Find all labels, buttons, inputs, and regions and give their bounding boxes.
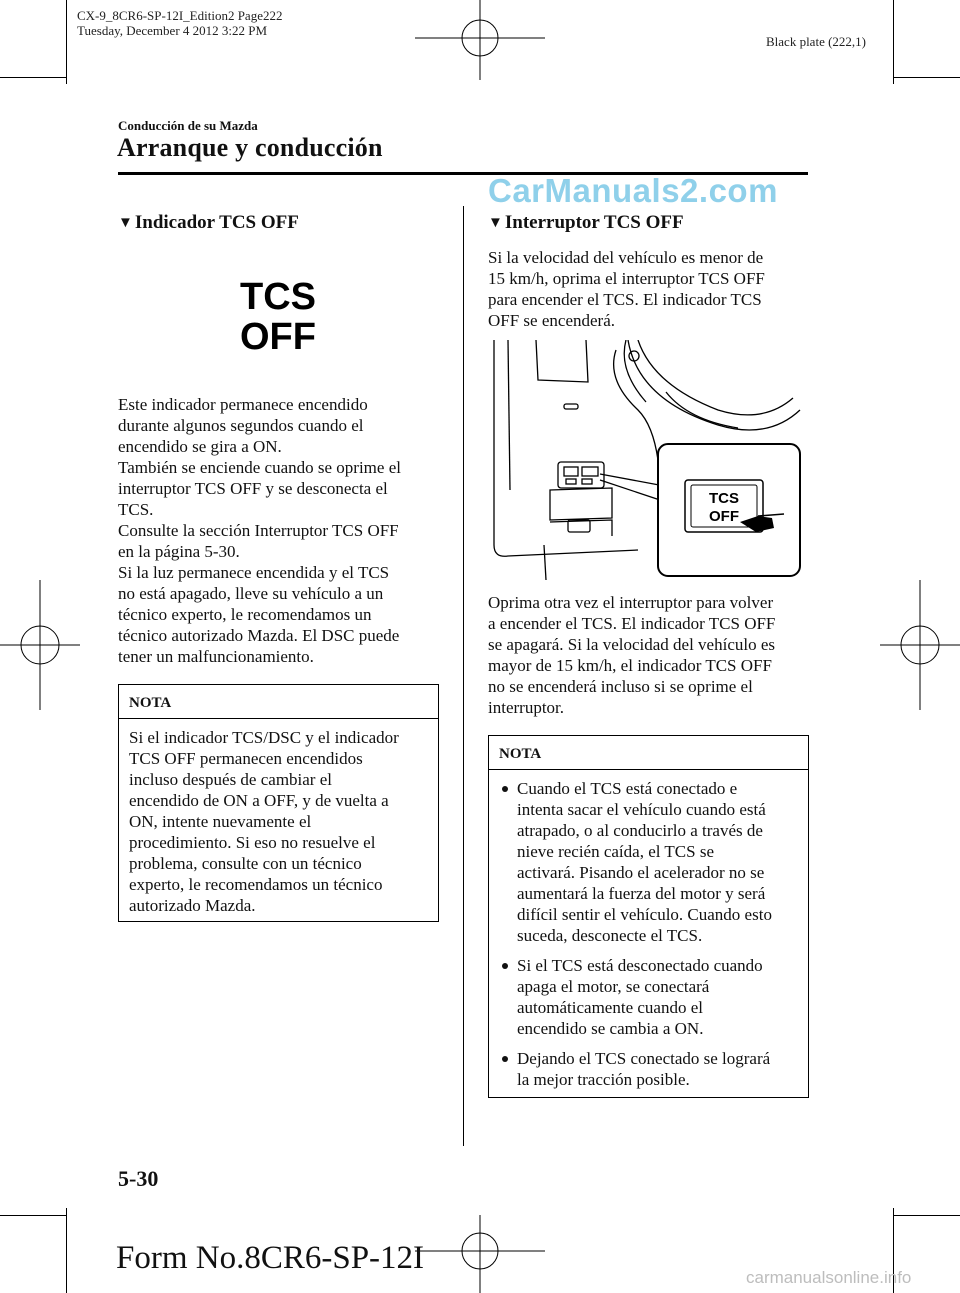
text-line: en la página 5-30. (118, 542, 240, 561)
form-number: Form No.8CR6-SP-12I (116, 1240, 425, 1276)
text-line: técnico experto, le recomendamos un (118, 605, 372, 624)
text-line: durante algunos segundos cuando el (118, 416, 364, 435)
text-line: automáticamente cuando el (517, 998, 703, 1017)
text-line: intenta sacar el vehículo cuando está (517, 800, 766, 819)
chapter-title: Arranque y conducción (117, 133, 383, 162)
note-bullet-list (499, 778, 798, 1090)
text-line: Si la velocidad del vehículo es menor de (488, 248, 764, 267)
text-line: a encender el TCS. El indicador TCS OFF (488, 614, 776, 633)
heading-tcs-off-indicator (118, 212, 299, 234)
text-line: TCS OFF permanecen encendidos (129, 749, 363, 768)
bullet-dot-icon (502, 1056, 508, 1062)
text-line: interruptor. (488, 698, 565, 717)
text-line: problema, consulte con un técnico (129, 854, 362, 873)
note-body (489, 770, 808, 1109)
text-line: técnico autorizado Mazda. El DSC puede (118, 626, 400, 645)
text-line: encendido de ON a OFF, y de vuelta a (129, 791, 389, 810)
text-line: difícil sentir el vehículo. Cuando esto (517, 905, 772, 924)
triangle-bullet-icon: ▼ (488, 214, 503, 231)
text-line: se apagará. Si la velocidad del vehículo es (488, 635, 775, 654)
print-meta (77, 8, 282, 38)
watermark: CarManuals2.com (488, 172, 778, 209)
icon-text-off: OFF (240, 316, 316, 356)
text-line: atrapado, o al conducirlo a través de (517, 821, 763, 840)
note-box-left (118, 684, 439, 922)
right-intro (488, 247, 818, 331)
text-line: procedimiento. Si eso no resuelve el (129, 833, 376, 852)
text-line: Si la luz permanece encendida y el TCS (118, 563, 390, 582)
text-line: la mejor tracción posible. (517, 1070, 690, 1089)
footer-site-watermark: carmanualsonline.info (746, 1268, 912, 1287)
print-meta-line2: Tuesday, December 4 2012 3:22 PM (77, 23, 268, 38)
registration-mark-right (880, 580, 960, 710)
registration-mark-top (415, 0, 545, 80)
text-line: Oprima otra vez el interruptor para volver (488, 593, 774, 612)
column-divider (463, 206, 464, 1146)
text-line: no está apagado, lleve su vehículo a un (118, 584, 384, 603)
note-body (119, 719, 438, 926)
text-line: Dejando el TCS conectado se logrará (517, 1049, 771, 1068)
note-box-right (488, 735, 809, 1098)
triangle-bullet-icon: ▼ (118, 214, 133, 231)
bullet-dot-icon (502, 963, 508, 969)
section-label: Conducción de su Mazda (118, 118, 258, 133)
bullet-dot-icon (502, 786, 508, 792)
text-line: incluso después de cambiar el (129, 770, 332, 789)
text-line: encendido se cambia a ON. (517, 1019, 704, 1038)
heading-text: Indicador TCS OFF (134, 212, 299, 233)
page-number: 5-30 (118, 1166, 159, 1191)
switch-text-tcs: TCS (709, 490, 739, 507)
text-line: tener un malfuncionamiento. (118, 647, 314, 666)
text-line: Si el TCS está desconectado cuando (517, 956, 763, 975)
text-line: Este indicador permanece encendido (118, 395, 368, 414)
right-after-text (488, 592, 818, 718)
list-item (499, 955, 798, 1039)
text-line: interruptor TCS OFF y se desconecta el (118, 479, 388, 498)
tcs-off-indicator-icon (228, 276, 328, 356)
text-line: no se encenderá incluso si se oprime el (488, 677, 753, 696)
switch-text-off: OFF (709, 508, 739, 525)
text-line: Si el indicador TCS/DSC y el indicador (129, 728, 399, 747)
tcs-switch-illustration (488, 340, 808, 580)
left-paragraph (118, 394, 458, 667)
text-line: ON, intente nuevamente el (129, 812, 312, 831)
text-line: OFF se encenderá. (488, 311, 615, 330)
print-meta-line1: CX-9_8CR6-SP-12I_Edition2 Page222 (77, 8, 283, 23)
text-line: nieve recién caída, el TCS se (517, 842, 714, 861)
text-line: aumentará la fuerza del motor y será (517, 884, 766, 903)
registration-mark-bottom (415, 1215, 545, 1293)
text-line: Consulte la sección Interruptor TCS OFF (118, 521, 399, 540)
text-line: mayor de 15 km/h, el indicador TCS OFF (488, 656, 772, 675)
text-line: Cuando el TCS está conectado e (517, 779, 738, 798)
list-item (499, 778, 798, 946)
text-line: suceda, desconecte el TCS. (517, 926, 703, 945)
text-line: experto, le recomendamos un técnico (129, 875, 383, 894)
text-line: TCS. (118, 500, 154, 519)
note-title: NOTA (489, 736, 808, 770)
text-line: activará. Pisando el acelerador no se (517, 863, 765, 882)
text-line: También se enciende cuando se oprime el (118, 458, 401, 477)
note-title: NOTA (119, 685, 438, 719)
text-line: encendido se gira a ON. (118, 437, 282, 456)
text-line: 15 km/h, oprima el interruptor TCS OFF (488, 269, 765, 288)
text-line: apaga el motor, se conectará (517, 977, 710, 996)
plate-label: Black plate (222,1) (766, 34, 866, 49)
list-item (499, 1048, 798, 1090)
heading-text: Interruptor TCS OFF (504, 212, 684, 233)
text-line: autorizado Mazda. (129, 896, 256, 915)
registration-mark-left (0, 580, 80, 710)
text-line: para encender el TCS. El indicador TCS (488, 290, 762, 309)
icon-text-tcs: TCS (240, 276, 316, 318)
heading-tcs-off-switch (488, 212, 684, 234)
